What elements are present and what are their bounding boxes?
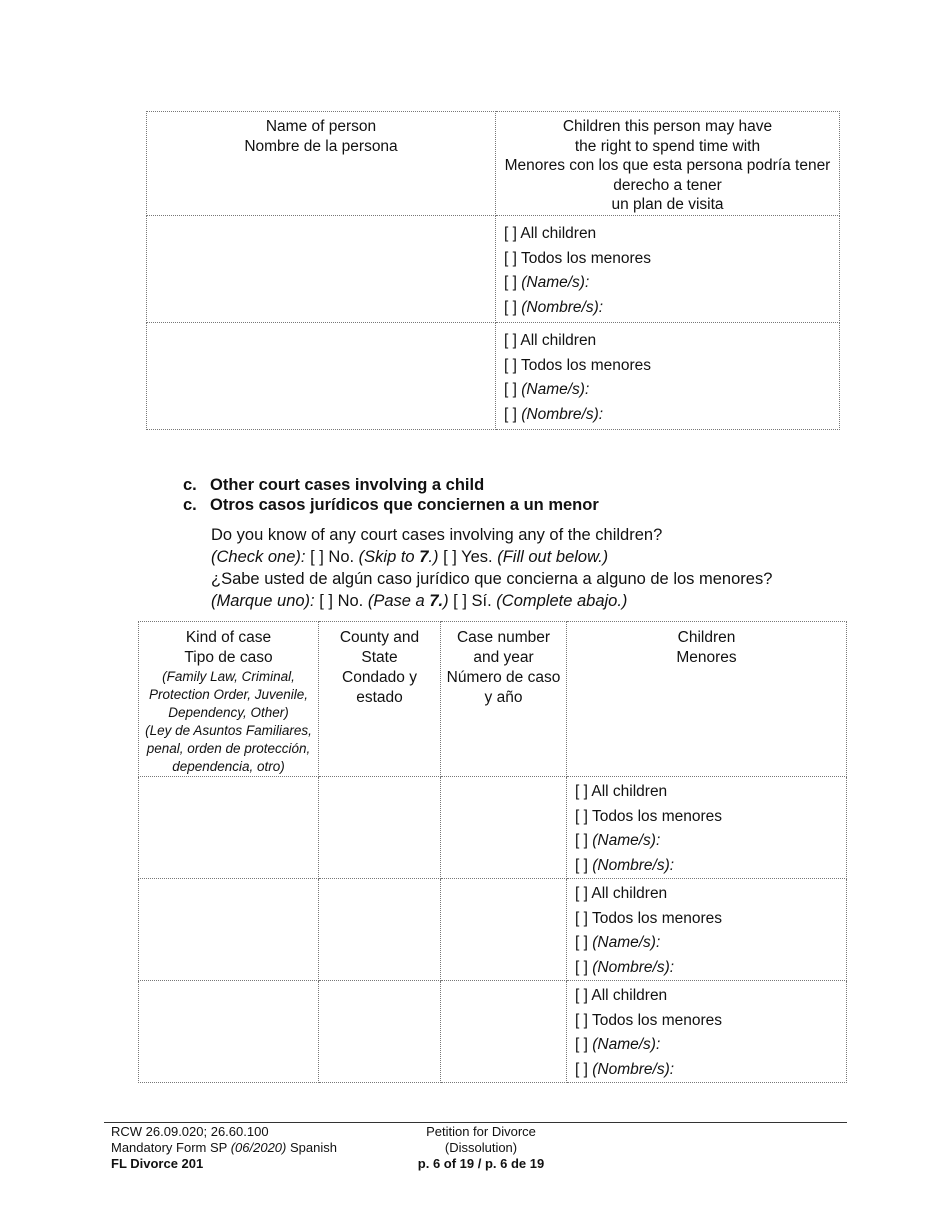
table-row xyxy=(147,216,840,323)
names-checkbox[interactable]: [ ] (Name/s): xyxy=(575,832,661,849)
footer-form-id: FL Divorce 201 xyxy=(111,1156,204,1171)
section-c-title-en: c. Other court cases involving a child xyxy=(183,476,485,494)
no-checkbox[interactable]: [ ] No. xyxy=(310,548,355,566)
todos-menores-checkbox[interactable]: [ ] Todos los menores xyxy=(575,909,723,927)
kind-of-case-cell[interactable] xyxy=(139,879,319,981)
header-county-state: County and State Condado y estado xyxy=(319,622,441,777)
table-row xyxy=(139,777,847,879)
todos-menores-checkbox[interactable]: [ ] Todos los menores xyxy=(575,1011,723,1029)
footer-page-number: p. 6 of 19 / p. 6 de 19 xyxy=(417,1156,545,1171)
all-children-checkbox[interactable]: [ ] All children xyxy=(575,885,668,902)
all-children-checkbox[interactable]: [ ] All children xyxy=(504,332,597,349)
footer-title: Petition for Divorce xyxy=(426,1124,536,1139)
case-number-cell[interactable] xyxy=(441,777,567,879)
table-row xyxy=(139,981,847,1083)
footer-divider xyxy=(104,1122,847,1123)
names-checkbox[interactable]: [ ] (Name/s): xyxy=(575,934,661,951)
children-options-cell xyxy=(496,216,840,323)
nombres-checkbox[interactable]: [ ] (Nombre/s): xyxy=(504,405,604,423)
header-case-number: Case number and year Número de caso y año xyxy=(441,622,567,777)
todos-menores-checkbox[interactable]: [ ] Todos los menores xyxy=(575,807,723,825)
header-kind-of-case: Kind of case Tipo de caso (Family Law, Criminal, Protection Order, Juvenile, Dependency, Other) (Ley de Asuntos Familiares, penal, orden de protección, dependencia, otro) xyxy=(139,622,319,777)
todos-menores-checkbox[interactable]: [ ] Todos los menores xyxy=(504,356,652,374)
case-number-cell[interactable] xyxy=(441,879,567,981)
kind-of-case-cell[interactable] xyxy=(139,777,319,879)
children-options-cell xyxy=(567,981,847,1083)
table-row xyxy=(139,879,847,981)
footer-form: Mandatory Form SP (06/2020) Spanish xyxy=(111,1140,337,1155)
court-cases-table xyxy=(138,621,847,1083)
nombres-checkbox[interactable]: [ ] (Nombre/s): xyxy=(575,1060,675,1078)
names-checkbox[interactable]: [ ] (Name/s): xyxy=(504,274,590,291)
county-state-cell[interactable] xyxy=(319,981,441,1083)
table-row xyxy=(147,323,840,430)
court-case-question: Do you know of any court cases involving any of the children? (Check one): [ ] No. (Skip to 7.) [ ] Yes. (Fill out below.) ¿Sabe usted de algún caso jurídico que concierna a alguno de los menores? (Marque uno): [ ] No. (Pase a 7.) [ ] Sí. (Complete abajo.) xyxy=(211,526,773,610)
marque-uno-line: (Marque uno): [ ] No. (Pase a 7.) [ ] Sí. (Complete abajo.) xyxy=(211,592,628,610)
court-cases-table-header xyxy=(139,622,847,777)
check-one-line: (Check one): [ ] No. (Skip to 7.) [ ] Yes. (Fill out below.) xyxy=(211,548,609,566)
kind-of-case-cell[interactable] xyxy=(139,981,319,1083)
children-options-cell xyxy=(496,323,840,430)
county-state-cell[interactable] xyxy=(319,879,441,981)
county-state-cell[interactable] xyxy=(319,777,441,879)
nombres-checkbox[interactable]: [ ] (Nombre/s): xyxy=(575,856,675,874)
section-c-title-es: c. Otros casos jurídicos que conciernen a un menor xyxy=(183,496,599,514)
nombres-checkbox[interactable]: [ ] (Nombre/s): xyxy=(504,298,604,316)
header-children-visitation: Children this person may have the right to spend time with Menores con los que esta persona podría tener derecho a tener un plan de visita xyxy=(496,112,840,216)
footer-subtitle: (Dissolution) xyxy=(444,1140,518,1155)
all-children-checkbox[interactable]: [ ] All children xyxy=(575,783,668,800)
person-name-cell[interactable] xyxy=(147,216,496,323)
children-options-cell xyxy=(567,879,847,981)
visitation-table xyxy=(146,111,840,430)
case-number-cell[interactable] xyxy=(441,981,567,1083)
si-checkbox[interactable]: [ ] Sí. xyxy=(453,592,492,610)
all-children-checkbox[interactable]: [ ] All children xyxy=(504,225,597,242)
children-options-cell xyxy=(567,777,847,879)
yes-checkbox[interactable]: [ ] Yes. xyxy=(443,548,493,566)
header-children: Children Menores xyxy=(567,622,847,777)
names-checkbox[interactable]: [ ] (Name/s): xyxy=(575,1036,661,1053)
todos-menores-checkbox[interactable]: [ ] Todos los menores xyxy=(504,249,652,267)
footer-left xyxy=(111,1124,337,1172)
footer-center xyxy=(400,1124,562,1172)
footer-rcw: RCW 26.09.020; 26.60.100 xyxy=(111,1124,269,1139)
no-es-checkbox[interactable]: [ ] No. xyxy=(319,592,364,610)
names-checkbox[interactable]: [ ] (Name/s): xyxy=(504,381,590,398)
visitation-table-header xyxy=(147,112,840,216)
all-children-checkbox[interactable]: [ ] All children xyxy=(575,987,668,1004)
nombres-checkbox[interactable]: [ ] (Nombre/s): xyxy=(575,958,675,976)
person-name-cell[interactable] xyxy=(147,323,496,430)
header-name-of-person: Name of person Nombre de la persona xyxy=(147,112,496,216)
